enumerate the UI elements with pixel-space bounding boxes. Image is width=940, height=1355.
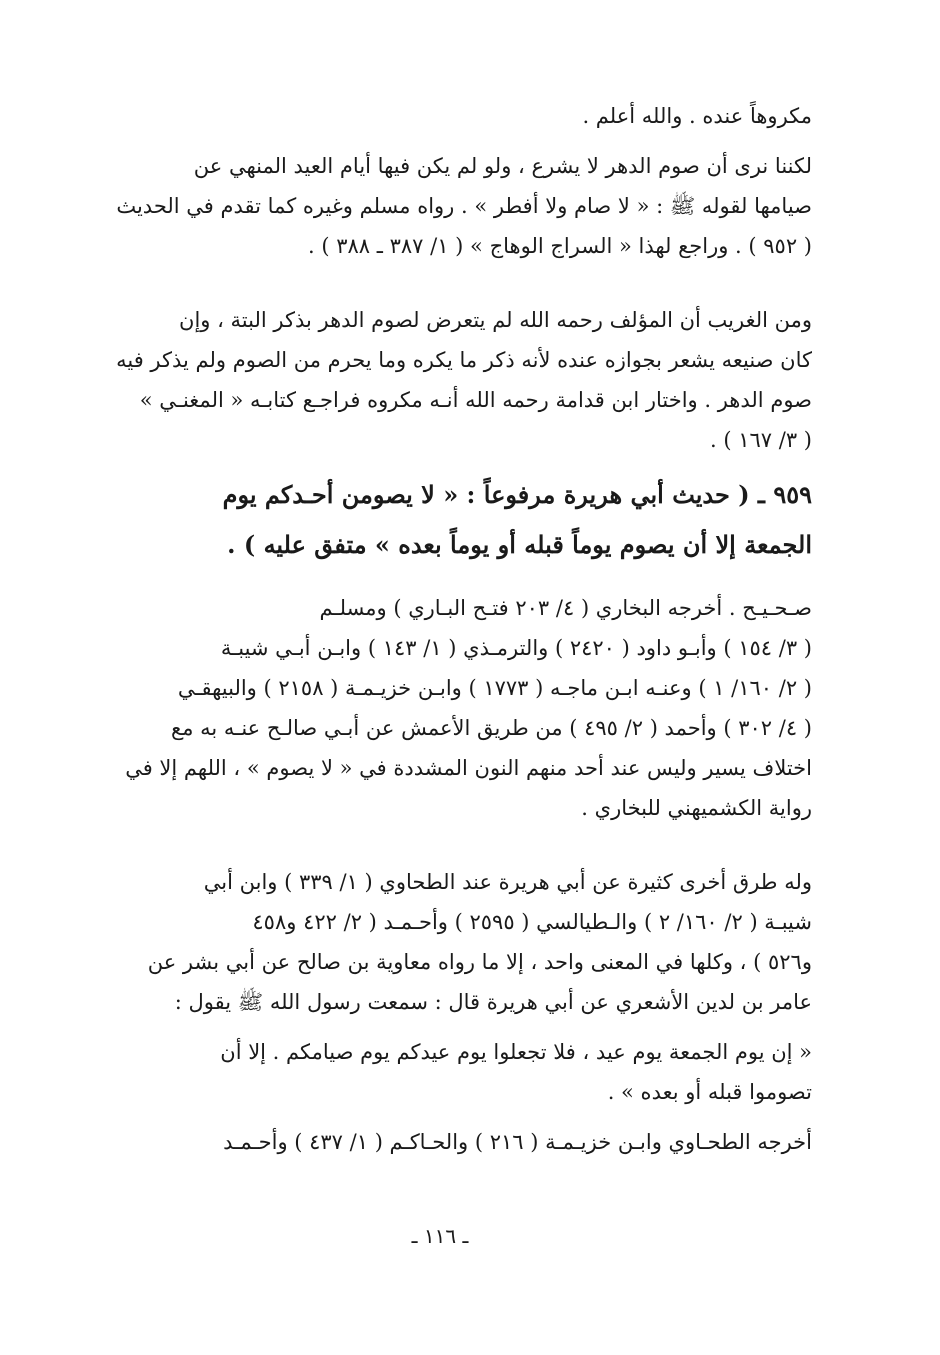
paragraph-hadith-quote: [112, 1032, 812, 1112]
paragraph-author-remark: [112, 300, 812, 460]
text-line: و٥٢٦ ) ، وكلها في المعنى واحد ، إلا ما رواه معاوية بن صالح عن أبي بشر عن: [147, 950, 812, 974]
text-line: اختلاف يسير وليس عند أحد منهم النون المشددة في « لا يصوم » ، اللهم إلا في: [125, 756, 812, 780]
text-line: صيامها لقوله ﷺ : « لا صام ولا أفطر » . رواه مسلم وغيره كما تقدم في الحديث: [116, 194, 812, 218]
text-line: تصوموا قبله أو بعده » .: [607, 1080, 812, 1104]
page-number: ـ ١١٦ ـ: [411, 1224, 469, 1248]
text-line: شيبـة ( ٢/ ١٦٠/ ٢ ) والـطيالسي ( ٢٥٩٥ ) وأحـمـد ( ٢/ ٤٢٢ و٤٥٨: [252, 910, 812, 934]
paragraph-closing-remark: [112, 96, 812, 136]
text-line: ومن الغريب أن المؤلف رحمه الله لم يتعرض لصوم الدهر بذكر البتة ، وإن: [179, 308, 812, 332]
text-line: كان صنيعه يشعر بجوازه عنده لأنه ذكر ما يكره وما يحرم من الصوم ولم يذكر فيه: [116, 348, 812, 372]
text-line: صـحـيـح . أخرجه البخاري ( ٤/ ٢٠٣ فتـح البـاري ) ومسلـم: [319, 596, 812, 620]
text-line: صوم الدهر . واختار ابن قدامة رحمه الله أنـه مكروه فراجـع كتابـه « المغنـي »: [139, 388, 812, 412]
text-line: وله طرق أخرى كثيرة عن أبي هريرة عند الطحاوي ( ١/ ٣٣٩ ) وابن أبي: [203, 870, 812, 894]
page-body: [112, 96, 812, 1162]
text-line: أخرجه الطحـاوي وابـن خزيـمـة ( ٢١٦ ) والحـاكـم ( ١/ ٤٣٧ ) وأحـمـد: [223, 1130, 812, 1154]
text-line: ( ٩٥٢ ) . وراجع لهذا « السراج الوهاج » ( ١/ ٣٨٧ ـ ٣٨٨ ) .: [308, 234, 812, 258]
text-line: لكننا نرى أن صوم الدهر لا يشرع ، ولو لم يكن فيها أيام العيد المنهي عن: [193, 154, 812, 178]
text-line: رواية الكشميهني للبخاري .: [581, 796, 812, 820]
paragraph-other-routes: [112, 862, 812, 1022]
hadith-heading-959: [112, 470, 812, 570]
text-line: ( ٣/ ١٥٤ ) وأبـو داود ( ٢٤٢٠ ) والترمـذي ( ١/ ١٤٣ ) وابـن أبـي شيبـة: [220, 636, 812, 660]
text-line: ( ٣/ ١٦٧ ) .: [710, 428, 812, 452]
heading-line: الجمعة إلا أن يصوم يوماً قبله أو يوماً بعده » متفق عليه ) .: [227, 530, 812, 559]
text-line: عامر بن لدين الأشعري عن أبي هريرة قال : سمعت رسول الله ﷺ يقول :: [174, 990, 812, 1014]
text-line: ( ٤/ ٣٠٢ ) وأحمد ( ٢/ ٤٩٥ ) من طريق الأعمش عن أبـي صالـح عنـه به مع: [171, 716, 812, 740]
text-line: مكروهاً عنده . والله أعلم .: [582, 104, 812, 128]
heading-line: ٩٥٩ ـ ( حديث أبي هريرة مرفوعاً : « لا يصومن أحـدكم يوم: [222, 480, 812, 509]
text-line: ( ٢/ ١٦٠/ ١ ) وعنـه ابـن ماجـه ( ١٧٧٣ ) وابـن خزيـمـة ( ٢١٥٨ ) والبيهقـي: [177, 676, 812, 700]
text-line: « إن يوم الجمعة يوم عيد ، فلا تجعلوا يوم عيدكم يوم صيامكم . إلا أن: [220, 1040, 812, 1064]
paragraph-final-takhrij: [112, 1122, 812, 1162]
paragraph-takhrij: [112, 588, 812, 828]
paragraph-fasting-opinion: [112, 146, 812, 266]
